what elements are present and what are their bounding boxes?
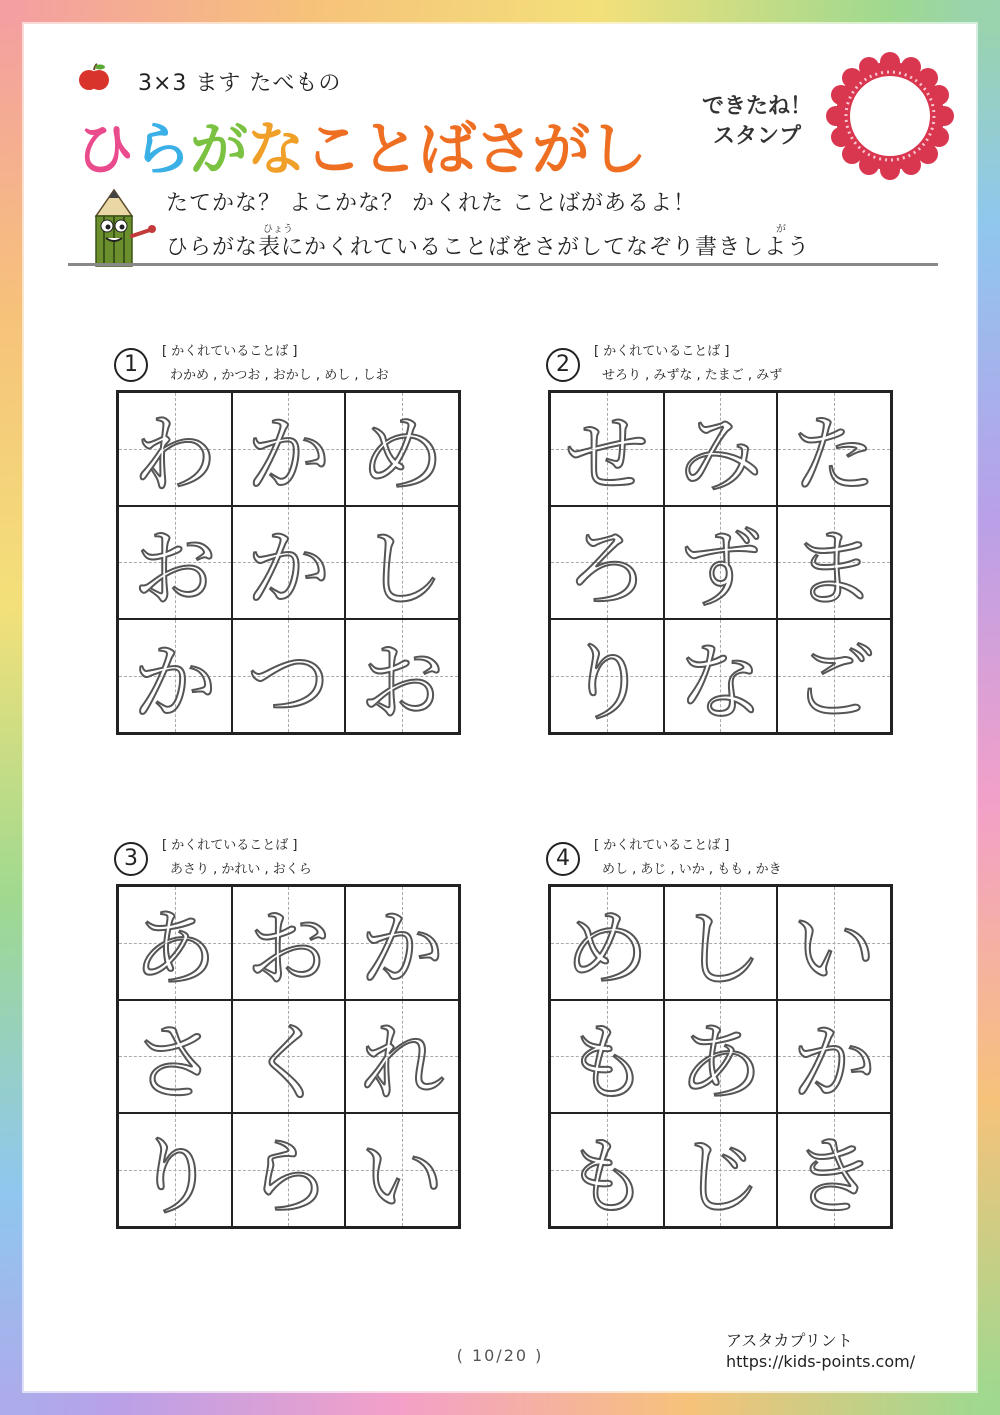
grid-cell[interactable]: [777, 1000, 891, 1114]
page-number: ( 10/20 ): [456, 1346, 544, 1365]
grid-cell[interactable]: [232, 619, 346, 733]
trace-glyph: い: [792, 900, 877, 999]
trace-glyph: ず: [678, 520, 763, 618]
header-divider: [68, 263, 938, 266]
trace-glyph: さ: [132, 1014, 217, 1112]
grid-cell[interactable]: [232, 392, 346, 506]
trace-glyph: め: [360, 406, 445, 505]
grid-cell[interactable]: [345, 506, 459, 620]
trace-glyph: ま: [792, 520, 877, 618]
grid-cell[interactable]: [777, 506, 891, 620]
trace-glyph: お: [246, 900, 331, 999]
trace-glyph: つ: [246, 633, 331, 732]
trace-glyph: あ: [132, 900, 217, 999]
instruction-line-1: たてかな？ よこかな？ かくれた ことばがあるよ！: [166, 191, 696, 216]
grid-cell[interactable]: [664, 392, 778, 506]
title-char-1: ひ: [76, 115, 134, 183]
trace-glyph: し: [678, 900, 763, 999]
trace-glyph: き: [792, 1127, 877, 1226]
grid-cell[interactable]: [118, 1000, 232, 1114]
trace-glyph: わ: [132, 406, 217, 505]
grid-cell[interactable]: [777, 1113, 891, 1227]
hint-label: [ かくれていることば ]: [162, 838, 298, 853]
grid-cell[interactable]: [550, 619, 664, 733]
trace-glyph: た: [792, 406, 877, 505]
grid-cell[interactable]: [550, 506, 664, 620]
footer-url-link[interactable]: https://kids-points.com/: [726, 1352, 916, 1371]
trace-glyph: か: [246, 406, 331, 505]
grid-cell[interactable]: [777, 392, 891, 506]
grid-cell[interactable]: [777, 886, 891, 1000]
trace-glyph: れ: [360, 1014, 445, 1112]
puzzle-number: 3: [114, 842, 148, 876]
grid-cell[interactable]: [118, 619, 232, 733]
puzzle-2: [546, 344, 896, 738]
trace-glyph: じ: [678, 1127, 763, 1226]
hint-words: わかめ , かつお , おかし , めし , しお: [170, 368, 389, 383]
grid-cell[interactable]: [118, 1113, 232, 1227]
grid-cell[interactable]: [118, 886, 232, 1000]
grid-cell[interactable]: [550, 1113, 664, 1227]
grid-cell[interactable]: [550, 392, 664, 506]
title-char-2: ら: [133, 115, 191, 183]
grid-cell[interactable]: [664, 886, 778, 1000]
hint-label: [ かくれていることば ]: [162, 344, 298, 359]
stamp-circle-icon: [826, 52, 954, 180]
stamp-label: [692, 92, 822, 152]
trace-glyph: し: [360, 520, 445, 618]
hiragana-grid: [116, 390, 461, 735]
trace-glyph: お: [360, 633, 445, 732]
title-char-3: が: [190, 115, 248, 183]
grid-cell[interactable]: [232, 886, 346, 1000]
puzzle-1: [114, 344, 464, 738]
grid-cell[interactable]: [118, 506, 232, 620]
trace-glyph: ご: [792, 633, 877, 732]
hint-label: [ かくれていることば ]: [594, 838, 730, 853]
hiragana-grid: [548, 884, 893, 1229]
trace-glyph: り: [564, 633, 649, 732]
grid-cell[interactable]: [664, 619, 778, 733]
trace-glyph: か: [360, 900, 445, 999]
grid-cell[interactable]: [345, 886, 459, 1000]
trace-glyph: お: [132, 520, 217, 618]
puzzle-3: [114, 838, 464, 1232]
grid-cell[interactable]: [232, 1000, 346, 1114]
trace-glyph: も: [564, 1127, 649, 1226]
puzzle-number: 1: [114, 348, 148, 382]
ruby-hyou: ひょう: [263, 224, 293, 235]
grid-cell[interactable]: [664, 1000, 778, 1114]
trace-glyph: な: [678, 633, 763, 732]
grid-cell[interactable]: [345, 619, 459, 733]
puzzle-4: [546, 838, 896, 1232]
puzzle-number: 4: [546, 842, 580, 876]
trace-glyph: く: [246, 1014, 331, 1112]
grid-cell[interactable]: [345, 1113, 459, 1227]
title-char-4: な: [247, 115, 305, 183]
hiragana-grid: [548, 390, 893, 735]
apple-icon: [78, 62, 110, 94]
trace-glyph: も: [564, 1014, 649, 1112]
hint-words: あさり , かれい , おくら: [170, 862, 312, 877]
trace-glyph: せ: [564, 406, 649, 505]
grid-cell[interactable]: [345, 392, 459, 506]
grid-cell[interactable]: [232, 1113, 346, 1227]
worksheet-subtitle: 3×3 ます たべもの: [138, 71, 342, 96]
grid-cell[interactable]: [345, 1000, 459, 1114]
instruction-line-2: ひらがな表にかくれていることばをさがしてなぞり書きしよう: [166, 235, 811, 260]
stamp-label-line1: できたね！: [701, 94, 812, 119]
pencil-mascot-icon: [84, 186, 164, 270]
grid-cell[interactable]: [118, 392, 232, 506]
trace-glyph: い: [360, 1127, 445, 1226]
ruby-ga: が: [776, 224, 786, 235]
hint-words: めし , あじ , いか , もも , かき: [602, 862, 782, 877]
trace-glyph: か: [246, 520, 331, 618]
trace-glyph: か: [792, 1014, 877, 1112]
footer-brand: アスタカプリント: [726, 1331, 853, 1350]
title-rest: ことばさがし: [304, 115, 647, 183]
grid-cell[interactable]: [664, 1113, 778, 1227]
worksheet-title: [76, 102, 646, 186]
puzzle-number: 2: [546, 348, 580, 382]
trace-glyph: ろ: [564, 520, 649, 618]
hint-label: [ かくれていることば ]: [594, 344, 730, 359]
grid-cell[interactable]: [777, 619, 891, 733]
trace-glyph: あ: [678, 1014, 763, 1112]
trace-glyph: か: [132, 633, 217, 732]
grid-cell[interactable]: [550, 1000, 664, 1114]
stamp-label-line2: スタンプ: [712, 124, 801, 149]
grid-cell[interactable]: [550, 886, 664, 1000]
trace-glyph: ら: [246, 1127, 331, 1226]
hiragana-grid: [116, 884, 461, 1229]
grid-cell[interactable]: [664, 506, 778, 620]
trace-glyph: め: [564, 900, 649, 999]
trace-glyph: み: [678, 406, 763, 505]
trace-glyph: り: [132, 1127, 217, 1226]
hint-words: せろり , みずな , たまご , みず: [602, 368, 783, 383]
grid-cell[interactable]: [232, 506, 346, 620]
